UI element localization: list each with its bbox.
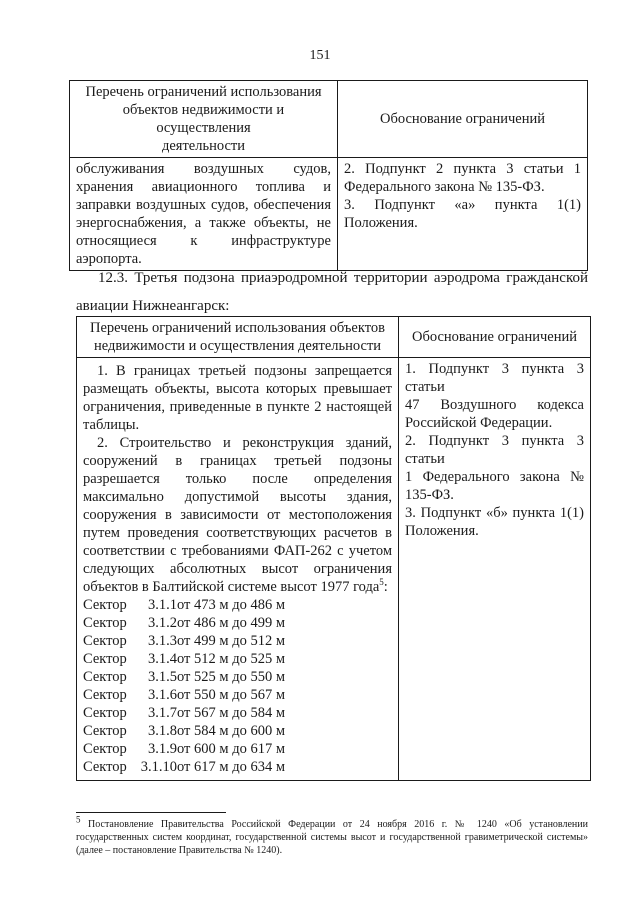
text-fragment: объектов в Балтийской системе высот 1977 года: [83, 579, 380, 595]
text-fragment: :: [383, 579, 388, 595]
text-line: Федерального закона № 135-ФЗ.: [344, 179, 545, 195]
section-heading-12-3: [76, 264, 588, 320]
header-line: недвижимости и осуществления деятельности: [93, 338, 382, 354]
sector-name: Сектор 3.1.9: [83, 741, 177, 757]
sector-height-range: от 584 м до 600 м: [177, 723, 285, 739]
text-line: соответствии с требованиями ФАП-262 с учетом: [83, 543, 392, 559]
sector-name: Сектор 3.1.10: [83, 759, 177, 775]
text-line: Российской Федерации.: [405, 415, 553, 431]
text-line: заправки воздушных судов, обеспечения: [76, 197, 331, 213]
sector-height-range: от 525 м до 550 м: [177, 669, 285, 685]
text-line: сооружений в границах третьей подзоны: [83, 453, 392, 469]
sector-name: Сектор 3.1.2: [83, 615, 177, 631]
sector-name: Сектор 3.1.1: [83, 597, 177, 613]
header-line: объектов недвижимости и осуществления: [122, 102, 285, 136]
sector-row: [83, 704, 392, 722]
sector-row: [83, 686, 392, 704]
sector-row: [83, 758, 392, 776]
text-line: хранения авиационного топлива и: [76, 179, 331, 195]
text-line: сооружения в зависимости от местоположения: [83, 507, 392, 523]
sector-name: Сектор 3.1.6: [83, 687, 177, 703]
text-line: 2. Строительство и реконструкция зданий,: [97, 435, 392, 451]
text-line: 3. Подпункт «а» пункта 1(1): [344, 197, 581, 213]
sector-name: Сектор 3.1.5: [83, 669, 177, 685]
sector-height-range: от 486 м до 499 м: [177, 615, 285, 631]
text-line: 135-ФЗ.: [405, 487, 454, 503]
sector-height-range: от 473 м до 486 м: [177, 597, 285, 613]
sector-row: [83, 668, 392, 686]
footnote-text: Постановление Правительства Российской Федерации от 24 ноября 2016 г. № 1240 «Об установлении государственных систем координат, государственной системы высот и государственной гравиметрической системы» (далее – постановление Правительства № 1240).: [76, 819, 588, 856]
restrictions-table-continued: [69, 80, 588, 271]
text-line: Положения.: [405, 523, 479, 539]
table-header-row: [77, 317, 591, 358]
sector-height-range: от 567 м до 584 м: [177, 705, 285, 721]
sector-name: Сектор 3.1.7: [83, 705, 177, 721]
sector-name: Сектор 3.1.3: [83, 633, 177, 649]
sector-name: Сектор 3.1.8: [83, 723, 177, 739]
header-line: деятельности: [161, 138, 245, 154]
sector-row: [83, 596, 392, 614]
table-row: [77, 358, 591, 781]
text-line: 3. Подпункт «б» пункта 1(1): [405, 505, 584, 521]
text-line: [83, 578, 392, 596]
text-line: 1. Подпункт 3 пункта 3 статьи: [405, 361, 584, 395]
text-line: размещать объекты, высота которых превышает: [83, 381, 392, 397]
text-line: энергоснабжения, а также объекты, не: [76, 215, 331, 231]
restrictions-cell: [77, 358, 399, 781]
text-line: путем проведения соответствующих расчетов в: [83, 525, 392, 541]
sector-height-range: от 512 м до 525 м: [177, 651, 285, 667]
restrictions-cell: [70, 158, 338, 271]
restrictions-table-third-subzone: [76, 316, 591, 781]
header-line: Перечень ограничений использования: [85, 84, 322, 100]
header-justification: Обоснование ограничений: [399, 317, 591, 358]
sector-height-range: от 600 м до 617 м: [177, 741, 285, 757]
sector-row: [83, 614, 392, 632]
text-line: обслуживания воздушных судов,: [76, 161, 331, 177]
sector-height-range: от 617 м до 634 м: [177, 759, 285, 775]
text-line: относящиеся к инфраструктуре: [76, 233, 331, 249]
table-header-row: [70, 81, 588, 158]
footnote-reference[interactable]: 5: [379, 577, 384, 588]
header-restrictions: [77, 317, 399, 358]
footnote: [76, 814, 588, 857]
table-row: [70, 158, 588, 271]
sector-list: [83, 596, 392, 776]
text-line: ограничения, приведенные в пункте 2 настоящей: [83, 399, 392, 415]
text-line: 2. Подпункт 2 пункта 3 статьи 1: [344, 161, 581, 177]
section-line: 12.3. Третья подзона приаэродромной территории аэродрома гражданской: [98, 270, 588, 286]
header-line: Перечень ограничений использования объектов: [90, 320, 385, 336]
text-line: разрешается только после определения: [83, 471, 392, 487]
header-justification: Обоснование ограничений: [338, 81, 588, 158]
text-line: следующих абсолютных высот ограничения: [83, 561, 392, 577]
footnote-marker: 5: [76, 814, 81, 825]
section-line: авиации Нижнеангарск:: [76, 298, 230, 314]
text-line: 2. Подпункт 3 пункта 3 статьи: [405, 433, 584, 467]
sector-height-range: от 499 м до 512 м: [177, 633, 285, 649]
text-line: таблицы.: [83, 417, 140, 433]
text-line: аэропорта.: [76, 251, 142, 267]
header-restrictions: [70, 81, 338, 158]
text-line: 1. В границах третьей подзоны запрещается: [97, 363, 392, 379]
justification-cell: [399, 358, 591, 781]
sector-row: [83, 740, 392, 758]
sector-height-range: от 550 м до 567 м: [177, 687, 285, 703]
sector-row: [83, 650, 392, 668]
page-number: 151: [309, 48, 331, 63]
sector-name: Сектор 3.1.4: [83, 651, 177, 667]
text-line: максимально допустимой высоты здания,: [83, 489, 392, 505]
footnote-divider: [76, 812, 226, 813]
sector-row: [83, 722, 392, 740]
text-line: 1 Федерального закона №: [405, 469, 584, 485]
justification-cell: [338, 158, 588, 271]
sector-row: [83, 632, 392, 650]
text-line: Положения.: [344, 215, 418, 231]
text-line: 47 Воздушного кодекса: [405, 397, 584, 413]
